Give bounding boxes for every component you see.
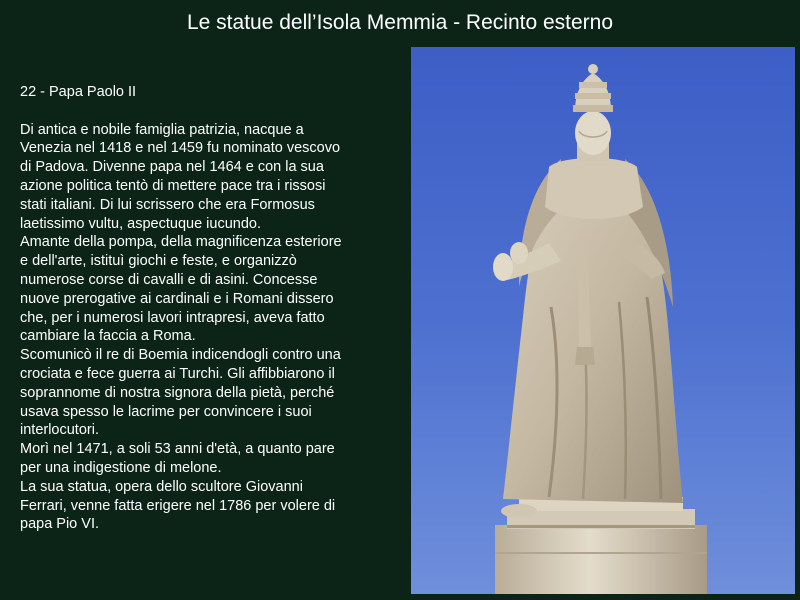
text-line: usava spesso le lacrime per convincere i suoi (20, 403, 312, 420)
text-line: Ferrari, venne fatta erigere nel 1786 per volere di (20, 497, 336, 514)
text-line: per una indigestione di melone. (20, 459, 222, 476)
text-line: di Padova. Divenne papa nel 1464 e con la sua (20, 159, 324, 176)
text-line: numerose corse di cavalli e di asini. Concesse (20, 271, 318, 288)
text-line: laetissimo vultu, aspectuque iucundo. (20, 215, 262, 232)
statue-heading: 22 - Papa Paolo II (20, 84, 137, 100)
text-line: La sua statua, opera dello scultore Giovanni (20, 478, 303, 495)
text-line: Morì nel 1471, a soli 53 anni d'età, a quanto pare (20, 441, 335, 458)
text-line: interlocutori. (20, 422, 99, 439)
text-line: papa Pio VI. (20, 516, 99, 533)
text-line: Amante della pompa, della magnificenza esteriore (20, 234, 342, 251)
text-line: soprannome di nostra signora della pietà, perché (20, 384, 335, 401)
text-line: azione politica tentò di mettere pace tra i rissosi (20, 177, 326, 194)
text-line: Venezia nel 1418 e nel 1459 fu nominato vescovo (20, 140, 341, 157)
text-line: e dell'arte, istituì giochi e feste, e organizzò (20, 253, 297, 270)
text-line: stati italiani. Di lui scrissero che era Formosus (20, 196, 315, 213)
slide-title: Le statue dell’Isola Memmia - Recinto esterno (186, 11, 614, 34)
text-line: Scomunicò il re di Boemia indicendogli contro una (20, 347, 341, 364)
text-line: Di antica e nobile famiglia patrizia, nacque a (20, 121, 304, 138)
text-line: che, per i numerosi lavori intrapresi, aveva fatto (20, 309, 325, 326)
description-text (20, 83, 395, 534)
text-line: crociata e fece guerra ai Turchi. Gli affibbiarono il (20, 365, 335, 382)
text-line: cambiare la faccia a Roma. (20, 328, 196, 345)
statue-photo (411, 47, 795, 594)
text-line: nuove prerogative ai cardinali e i Romani dissero (20, 290, 334, 307)
